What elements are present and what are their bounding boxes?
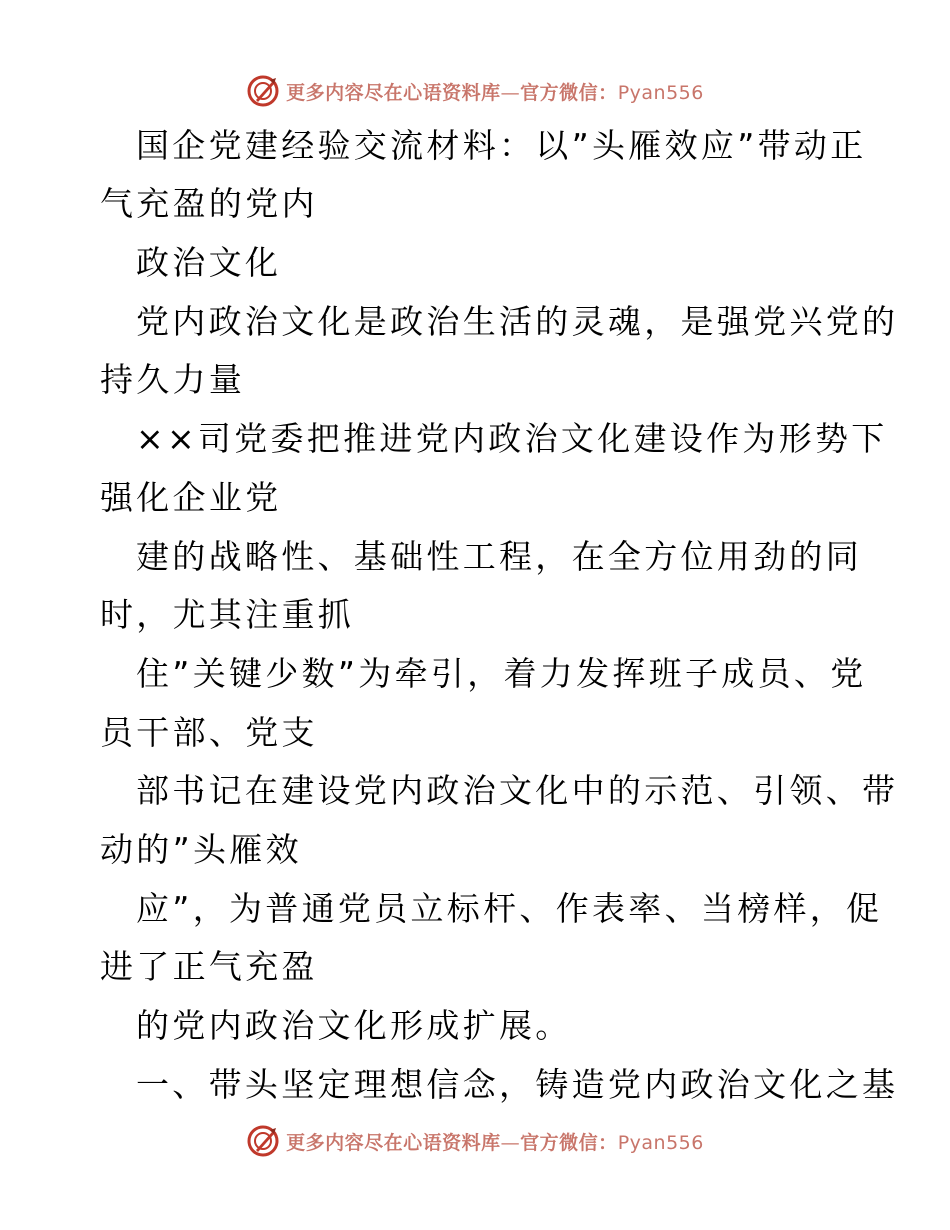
title-line-1: 国企党建经验交流材料：以”头雁效应”带动正 <box>136 126 867 165</box>
watermark-dash: — <box>500 81 521 104</box>
watermark-id: Pyan556 <box>617 81 704 104</box>
watermark-dash: — <box>500 1131 521 1154</box>
section-heading: 一、带头坚定理想信念，铸造党内政治文化之基 <box>136 1065 899 1104</box>
watermark-site: 更多内容尽在心语资料库 <box>286 81 501 104</box>
watermark-id: Pyan556 <box>617 1131 704 1154</box>
paragraph-line: 进了正气充盈 <box>100 947 318 986</box>
paragraph-line: 员干部、党支 <box>100 713 318 752</box>
paragraph-line: 应”，为普通党员立标杆、作表率、当榜样，促 <box>136 889 883 928</box>
paragraph-line: 持久力量 <box>100 360 246 399</box>
paragraph-line: 时，尤其注重抓 <box>100 595 355 634</box>
watermark-label: 官方微信： <box>520 81 618 104</box>
watermark-site: 更多内容尽在心语资料库 <box>286 1131 501 1154</box>
watermark-text <box>286 1128 704 1155</box>
footer-watermark <box>0 1121 950 1161</box>
paragraph-line: 强化企业党 <box>100 478 282 517</box>
paragraph-line: 动的”头雁效 <box>100 830 302 869</box>
title-line-2: 气充盈的党内 <box>100 184 318 223</box>
paragraph-line: 住”关键少数”为牵引，着力发挥班子成员、党 <box>136 654 867 693</box>
watermark-label: 官方微信： <box>520 1131 618 1154</box>
watermark-group <box>246 1124 704 1158</box>
watermark-group <box>246 74 704 108</box>
watermark-logo-icon <box>246 1124 280 1158</box>
title-line-3: 政治文化 <box>136 243 282 282</box>
paragraph-line: ××司党委把推进党内政治文化建设作为形势下 <box>136 419 888 458</box>
watermark-text <box>286 78 704 105</box>
header-watermark <box>0 71 950 111</box>
paragraph-line: 建的战略性、基础性工程，在全方位用劲的同 <box>136 537 862 576</box>
paragraph-line: 党内政治文化是政治生活的灵魂，是强党兴党的 <box>136 302 899 341</box>
paragraph-line: 部书记在建设党内政治文化中的示范、引领、带 <box>136 771 899 810</box>
paragraph-line: 的党内政治文化形成扩展。 <box>136 1006 572 1045</box>
watermark-logo-icon <box>246 74 280 108</box>
